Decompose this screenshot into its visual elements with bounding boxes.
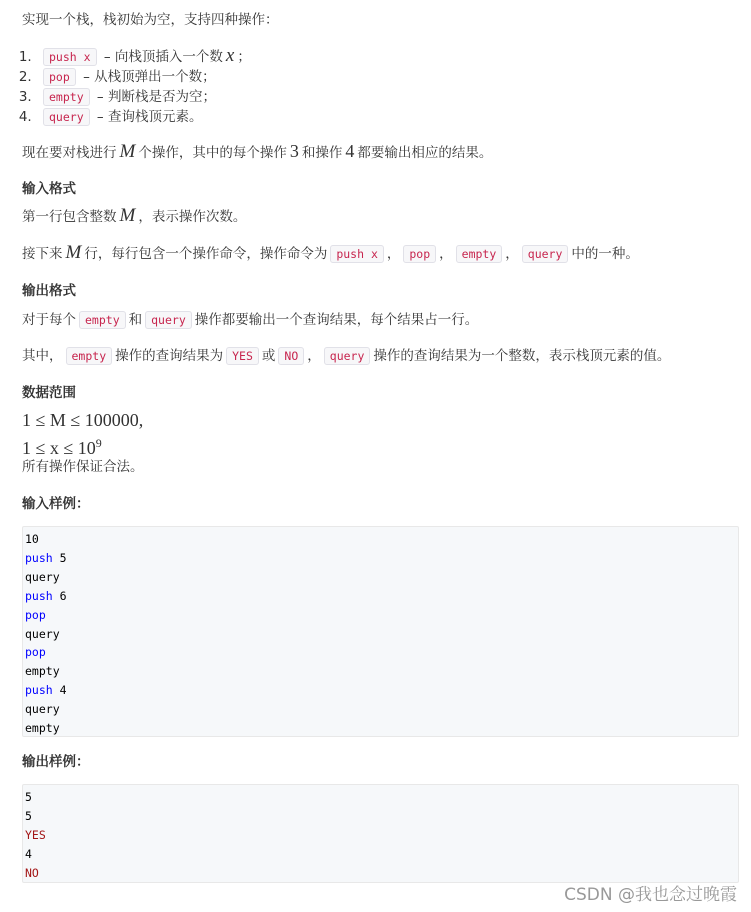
list-item <box>36 87 251 107</box>
code-token: empty <box>25 664 60 679</box>
code-token: 5 <box>25 790 32 804</box>
inline-code: empty <box>456 245 503 263</box>
inline-code: push x <box>330 245 384 263</box>
list-item <box>36 46 251 67</box>
range-line-3: 所有操作保证合法。 <box>22 459 144 475</box>
output-format-heading: 输出格式 <box>22 283 76 299</box>
code-token: push <box>25 683 53 698</box>
code-token: 4 <box>25 846 32 861</box>
input-format-heading: 输入格式 <box>22 181 76 197</box>
code-line <box>25 530 736 549</box>
sample-input-heading: 输入样例： <box>22 496 90 512</box>
math-var: M <box>119 141 136 162</box>
math-num: 4 <box>345 141 355 161</box>
inline-code: pop <box>43 68 76 86</box>
text: 和操作 <box>301 145 343 161</box>
math-sup: 9 <box>95 436 102 450</box>
text: 操作的查询结果为一个整数，表示栈顶元素的值。 <box>373 348 671 364</box>
inline-code: push x <box>43 48 97 66</box>
output-line-1 <box>22 310 478 330</box>
code-line <box>25 643 736 662</box>
code-token: query <box>25 569 60 584</box>
inline-code: query <box>522 245 569 263</box>
code-line <box>25 807 736 826</box>
math-var: x <box>225 45 235 66</box>
text: 操作都要输出一个查询结果，每个结果占一行。 <box>194 312 479 328</box>
text: 中的一种。 <box>571 246 639 262</box>
list-item <box>36 67 251 87</box>
code-line <box>25 826 736 845</box>
code-arg: 5 <box>52 550 67 565</box>
inline-code: empty <box>79 311 126 329</box>
op-desc: – 从栈顶弹出一个数； <box>83 69 216 85</box>
code-token: pop <box>25 645 46 660</box>
math-var: M <box>65 242 82 263</box>
code-line <box>25 700 736 719</box>
inline-code: pop <box>403 245 436 263</box>
code-token: NO <box>25 865 39 880</box>
code-line <box>25 606 736 625</box>
code-line <box>25 587 736 606</box>
code-line <box>25 788 736 807</box>
math-num: 3 <box>289 141 299 161</box>
list-item <box>36 107 251 127</box>
operations-list <box>12 46 251 127</box>
text: 现在要对栈进行 <box>22 145 117 161</box>
math-range: 1 ≤ x ≤ 10 <box>22 438 96 458</box>
code-line <box>25 568 736 587</box>
sample-output-block <box>22 784 739 883</box>
code-token: pop <box>25 607 46 622</box>
code-token: push <box>25 588 53 603</box>
data-range-heading: 数据范围 <box>22 385 76 401</box>
op-desc: – 向栈顶插入一个数 <box>103 49 223 65</box>
text: ， <box>439 246 453 262</box>
op-desc: – 查询栈顶元素。 <box>96 109 203 125</box>
code-arg: 4 <box>52 683 67 698</box>
code-line <box>25 719 736 738</box>
text: ，表示操作次数。 <box>138 209 247 225</box>
inline-code: query <box>145 311 192 329</box>
code-token: YES <box>25 827 46 842</box>
text: 接下来 <box>22 246 63 262</box>
range-line-2 <box>19 433 102 458</box>
intro-text: 实现一个栈，栈初始为空，支持四种操作： <box>22 12 279 28</box>
code-token: push <box>25 550 53 565</box>
code-token: query <box>25 626 60 641</box>
code-token: empty <box>25 721 60 736</box>
text: 对于每个 <box>22 312 76 328</box>
input-line-1 <box>22 206 246 227</box>
text: 其中， <box>22 348 63 364</box>
math-var: M <box>119 205 136 226</box>
code-line <box>25 662 736 681</box>
code-token: 10 <box>25 532 39 546</box>
op-desc: – 判断栈是否为空； <box>96 89 216 105</box>
code-token: query <box>25 702 60 717</box>
text: 或 <box>261 348 276 364</box>
text: 和 <box>128 312 143 328</box>
op-desc-end: ； <box>237 49 251 65</box>
inline-code: query <box>324 347 371 365</box>
inline-code: empty <box>66 347 113 365</box>
text: ， <box>386 246 401 262</box>
code-arg: 6 <box>52 588 67 603</box>
text: 操作的查询结果为 <box>115 348 224 364</box>
text: ， <box>505 246 519 262</box>
code-line <box>25 625 736 644</box>
code-token: 5 <box>25 808 32 823</box>
watermark: CSDN @我也念过晚霞 <box>564 885 737 905</box>
sample-output-heading: 输出样例： <box>22 754 90 770</box>
inline-code: query <box>43 108 90 126</box>
paragraph-operations <box>22 141 492 163</box>
text: 个操作，其中的每个操作 <box>138 145 287 161</box>
range-line-1 <box>19 410 146 430</box>
text: 行，每行包含一个操作命令，操作命令为 <box>84 246 328 262</box>
sample-input-block <box>22 526 739 737</box>
code-line <box>25 681 736 700</box>
text: 第一行包含整数 <box>22 209 117 225</box>
code-line <box>25 549 736 568</box>
output-line-2 <box>22 346 670 366</box>
input-line-2 <box>22 243 639 264</box>
text: 都要输出相应的结果。 <box>357 145 493 161</box>
inline-code: empty <box>43 88 90 106</box>
inline-code: YES <box>226 347 259 365</box>
code-line <box>25 845 736 864</box>
text: ， <box>307 348 321 364</box>
inline-code: NO <box>278 347 304 365</box>
math-range: 1 ≤ M ≤ 100000, <box>22 410 144 430</box>
